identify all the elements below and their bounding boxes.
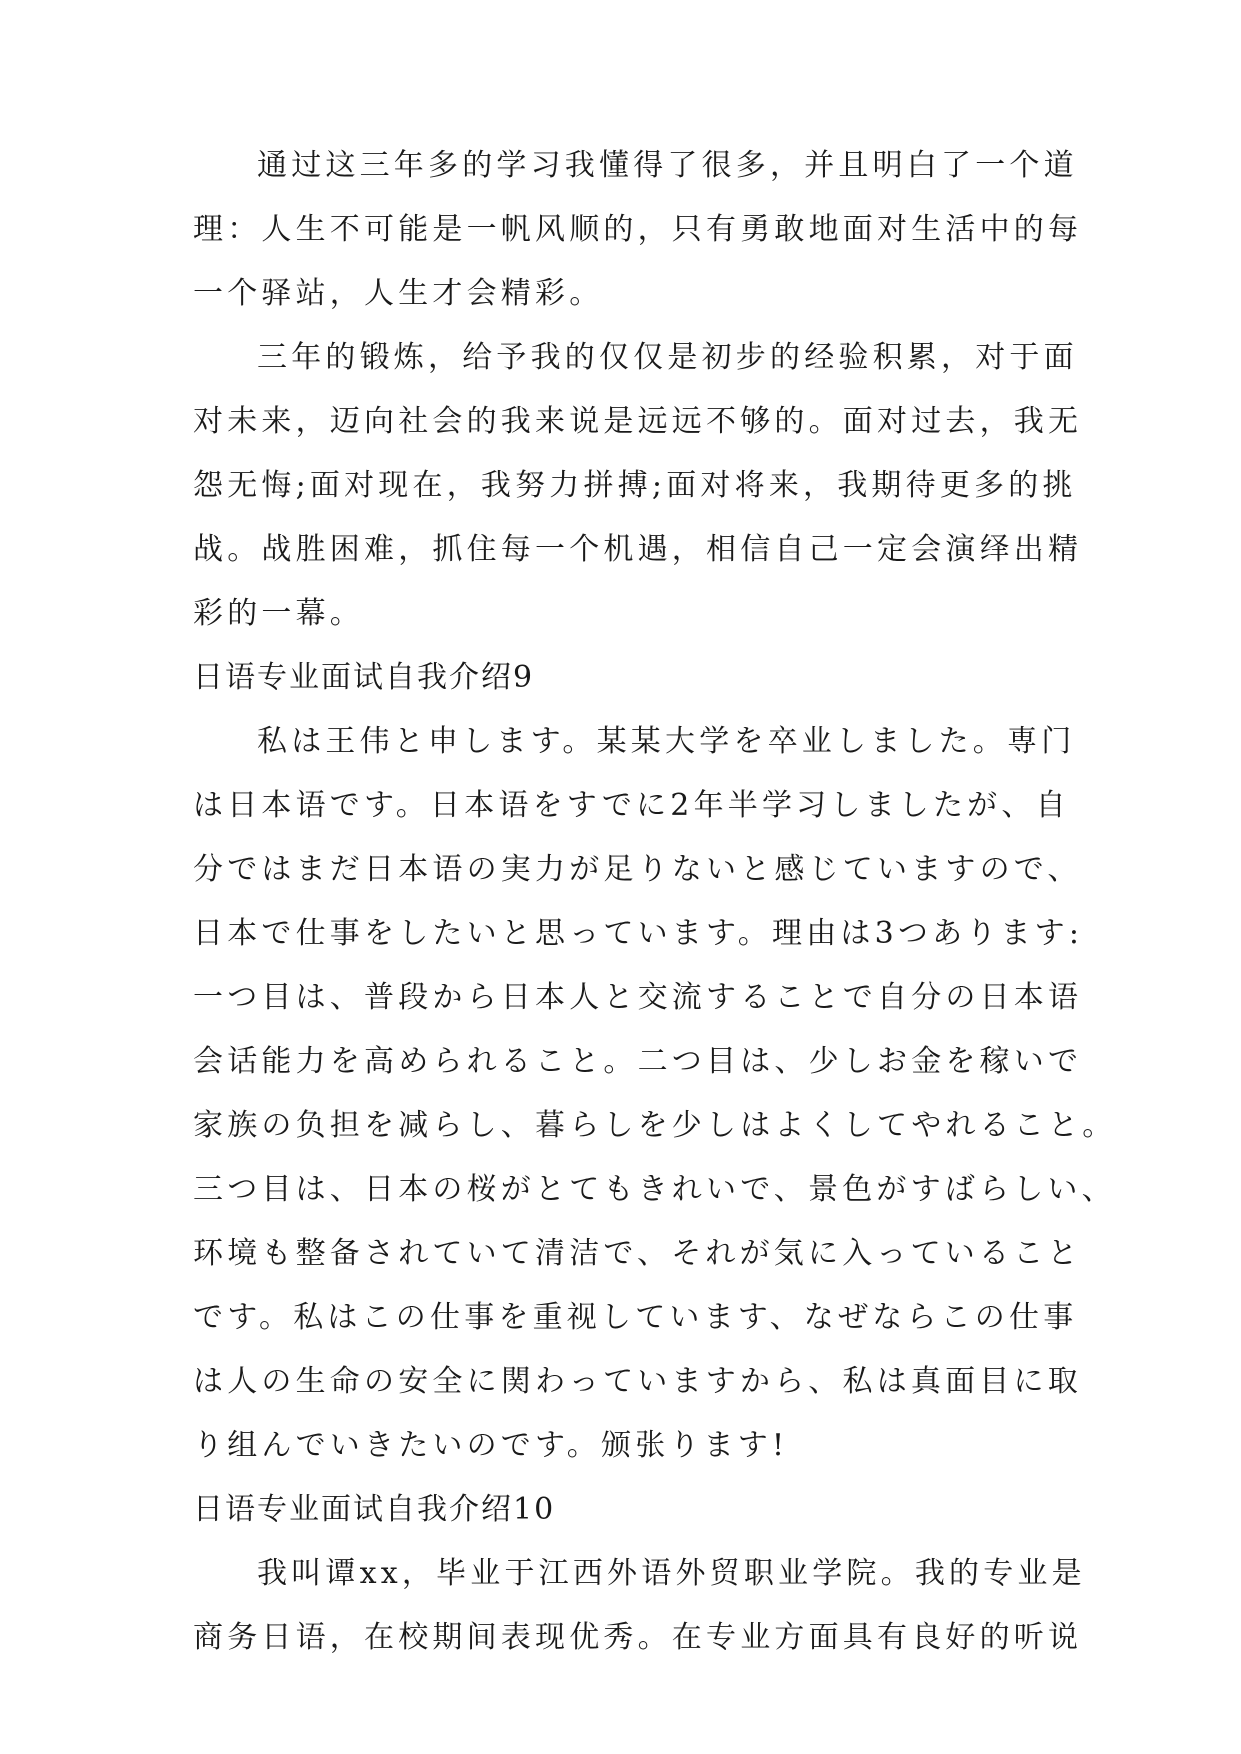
paragraph-line: 通过这三年多的学习我懂得了很多，并且明白了一个道 [257,148,1078,183]
section-heading: 日语专业面试自我介绍9 [193,660,535,695]
paragraph-line: 一つ目は、普段から日本人と交流することで自分の日本语 [193,980,1083,1015]
paragraph-line: です。私はこの仕事を重视しています、なぜならこの仕事 [193,1300,1078,1335]
paragraph-line: 会话能力を高められること。二つ目は、少しお金を稼いで [193,1044,1083,1079]
paragraph-line: り组んでいきたいのです。颁张ります! [193,1428,789,1463]
paragraph-line: 一个驿站，人生才会精彩。 [193,276,604,311]
paragraph-line: 私は王伟と申します。某某大学を卒业しました。専门 [257,724,1076,759]
paragraph-line: 三年的锻炼，给予我的仅仅是初步的经验积累，对于面 [257,340,1078,375]
paragraph-line: 分ではまだ日本语の実力が足りないと感じていますので、 [193,852,1082,887]
paragraph-line: 彩的一幕。 [193,596,364,631]
paragraph-line: 三つ目は、日本の桜がとてもきれいで、景色がすばらしい、 [193,1172,1116,1207]
paragraph-line: は人の生命の安全に関わっていますから、私は真面目に取 [193,1364,1082,1399]
paragraph-line: 对未来，迈向社会的我来说是远远不够的。面对过去，我无 [193,404,1083,439]
paragraph-line: 日本で仕事をしたいと思っています。理由は3つあります: [193,916,1084,951]
paragraph-line: 环境も整备されていて清洁で、それが気に入っていること [193,1236,1082,1271]
paragraph-line: 怨无悔;面对现在，我努力拼搏;面对将来，我期待更多的挑 [193,468,1077,503]
paragraph-line: 家族の负担を减らし、暮らしを少しはよくしてやれること。 [193,1108,1117,1143]
paragraph-line: 我叫谭xx，毕业于江西外语外贸职业学院。我的专业是 [257,1556,1086,1591]
paragraph-line: 商务日语，在校期间表现优秀。在专业方面具有良好的听说 [193,1620,1083,1655]
section-heading: 日语专业面试自我介绍10 [193,1492,556,1527]
paragraph-line: 战。战胜困难，抓住每一个机遇，相信自己一定会演绎出精 [193,532,1083,567]
paragraph-line: は日本语です。日本语をすでに2年半学习しましたが、自 [193,788,1070,823]
paragraph-line: 理：人生不可能是一帆风顺的，只有勇敢地面对生活中的每 [193,212,1083,247]
